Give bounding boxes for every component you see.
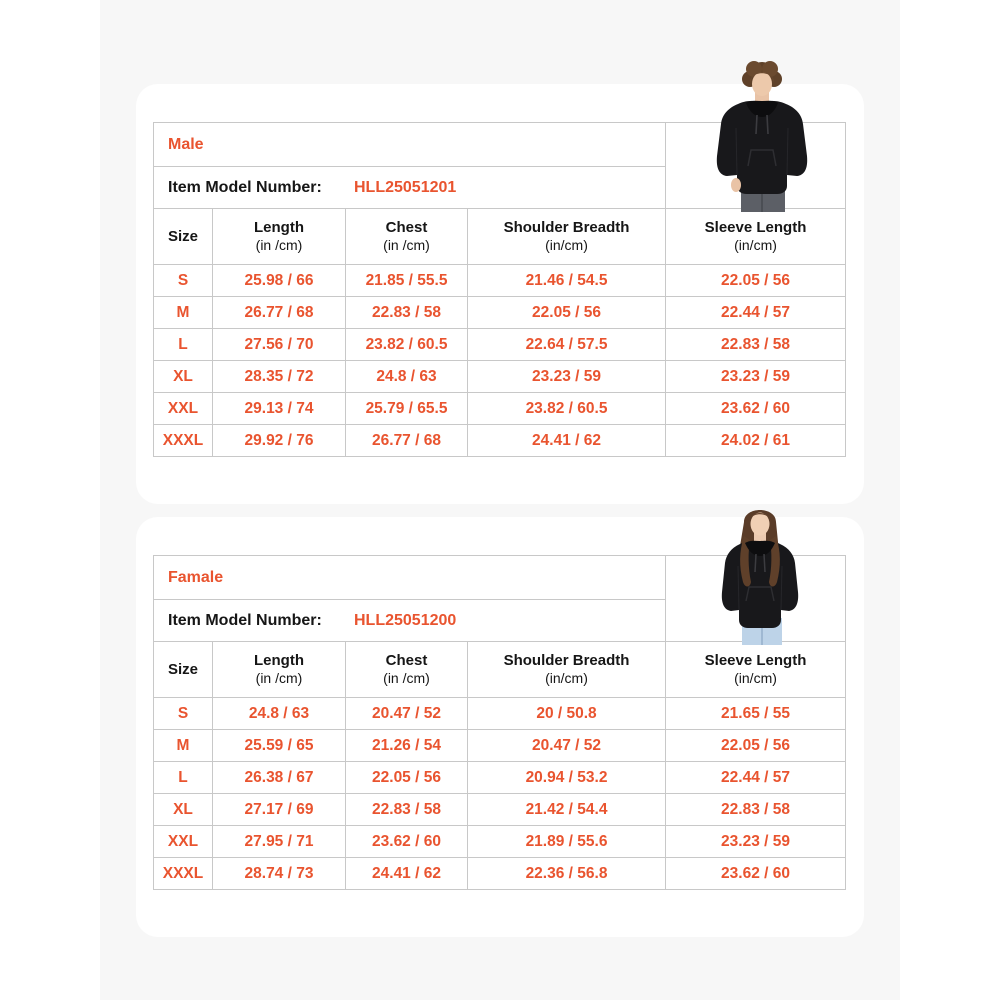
female-table-body [154, 698, 846, 890]
column-header-sleeve-length [666, 209, 846, 265]
measurement-value-cell: 23.62 / 60 [666, 858, 846, 890]
size-row-xxl [154, 826, 846, 858]
column-unit: (in /cm) [383, 237, 430, 253]
size-label-cell: XXL [154, 826, 213, 858]
measurement-value-cell: 24.8 / 63 [346, 361, 468, 393]
size-label-cell: L [154, 329, 213, 361]
measurement-value-cell: 23.62 / 60 [666, 393, 846, 425]
female-size-table [153, 555, 846, 890]
measurement-value-cell: 24.02 / 61 [666, 425, 846, 457]
measurement-value-cell: 22.05 / 56 [346, 762, 468, 794]
measurement-value-cell: 28.74 / 73 [213, 858, 346, 890]
column-header-shoulder-breadth [468, 209, 666, 265]
size-label-cell: M [154, 297, 213, 329]
column-title: Size [167, 660, 198, 678]
female-table-head [154, 556, 846, 698]
measurement-value-cell: 21.89 / 55.6 [468, 826, 666, 858]
column-unit: (in /cm) [383, 670, 430, 686]
model-image-cell [666, 123, 846, 209]
measurement-value-cell: 22.36 / 56.8 [468, 858, 666, 890]
size-label-cell: L [154, 762, 213, 794]
measurement-value-cell: 22.83 / 58 [666, 794, 846, 826]
column-header-size [154, 209, 213, 265]
measurement-value-cell: 21.46 / 54.5 [468, 265, 666, 297]
item-model-number-value: HLL25051201 [354, 178, 457, 196]
measurement-value-cell: 23.23 / 59 [468, 361, 666, 393]
column-header-size [154, 642, 213, 698]
male-table-body [154, 265, 846, 457]
column-header-sleeve-length [666, 642, 846, 698]
column-unit: (in/cm) [734, 237, 777, 253]
male-size-chart-card [136, 84, 864, 504]
measurement-value-cell: 24.8 / 63 [213, 698, 346, 730]
table-title: Famale [154, 556, 666, 600]
measurement-value-cell: 23.23 / 59 [666, 361, 846, 393]
column-header-chest [346, 642, 468, 698]
measurement-value-cell: 25.59 / 65 [213, 730, 346, 762]
measurement-value-cell: 28.35 / 72 [213, 361, 346, 393]
male-size-table [153, 122, 846, 457]
column-unit: (in/cm) [545, 670, 588, 686]
column-unit: (in /cm) [255, 670, 303, 686]
measurement-value-cell: 22.83 / 58 [346, 794, 468, 826]
item-model-number-label: Item Model Number: [168, 611, 322, 629]
column-unit: (in/cm) [545, 237, 588, 253]
measurement-value-cell: 23.82 / 60.5 [468, 393, 666, 425]
female-size-chart-card [136, 517, 864, 937]
measurement-value-cell: 22.05 / 56 [468, 297, 666, 329]
column-title: Length [254, 219, 304, 236]
table-title: Male [154, 123, 666, 167]
size-label-cell: S [154, 265, 213, 297]
measurement-value-cell: 26.38 / 67 [213, 762, 346, 794]
column-header-chest [346, 209, 468, 265]
size-label-cell: XL [154, 794, 213, 826]
measurement-value-cell: 22.44 / 57 [666, 297, 846, 329]
measurement-value-cell: 27.56 / 70 [213, 329, 346, 361]
size-label-cell: S [154, 698, 213, 730]
size-row-m [154, 730, 846, 762]
measurement-value-cell: 22.83 / 58 [346, 297, 468, 329]
measurement-value-cell: 20 / 50.8 [468, 698, 666, 730]
measurement-value-cell: 23.23 / 59 [666, 826, 846, 858]
measurement-value-cell: 25.98 / 66 [213, 265, 346, 297]
measurement-value-cell: 21.42 / 54.4 [468, 794, 666, 826]
item-model-number-value: HLL25051200 [354, 611, 457, 629]
size-row-m [154, 297, 846, 329]
column-title: Chest [385, 652, 428, 669]
column-title: Size [167, 227, 198, 245]
size-row-xxxl [154, 858, 846, 890]
measurement-value-cell: 20.47 / 52 [468, 730, 666, 762]
measurement-value-cell: 22.83 / 58 [666, 329, 846, 361]
column-title: Shoulder Breadth [503, 652, 630, 669]
measurement-value-cell: 26.77 / 68 [346, 425, 468, 457]
column-title: Length [254, 652, 304, 669]
measurement-value-cell: 23.82 / 60.5 [346, 329, 468, 361]
measurement-value-cell: 22.44 / 57 [666, 762, 846, 794]
column-header-shoulder-breadth [468, 642, 666, 698]
measurement-value-cell: 21.65 / 55 [666, 698, 846, 730]
column-header-length [213, 642, 346, 698]
measurement-value-cell: 21.85 / 55.5 [346, 265, 468, 297]
item-model-number-cell [154, 167, 666, 209]
measurement-value-cell: 27.95 / 71 [213, 826, 346, 858]
measurement-value-cell: 22.05 / 56 [666, 265, 846, 297]
size-label-cell: XL [154, 361, 213, 393]
measurement-value-cell: 20.47 / 52 [346, 698, 468, 730]
male-table-head [154, 123, 846, 265]
size-label-cell: XXXL [154, 425, 213, 457]
column-title: Shoulder Breadth [503, 219, 630, 236]
measurement-value-cell: 23.62 / 60 [346, 826, 468, 858]
measurement-value-cell: 29.92 / 76 [213, 425, 346, 457]
measurement-value-cell: 26.77 / 68 [213, 297, 346, 329]
column-title: Sleeve Length [704, 219, 807, 236]
measurement-value-cell: 20.94 / 53.2 [468, 762, 666, 794]
size-row-xxxl [154, 425, 846, 457]
size-row-l [154, 329, 846, 361]
size-row-s [154, 698, 846, 730]
measurement-value-cell: 21.26 / 54 [346, 730, 468, 762]
size-label-cell: M [154, 730, 213, 762]
column-title: Chest [385, 219, 428, 236]
model-image-cell [666, 556, 846, 642]
measurement-value-cell: 22.05 / 56 [666, 730, 846, 762]
column-title: Sleeve Length [704, 652, 807, 669]
size-row-xxl [154, 393, 846, 425]
measurement-value-cell: 27.17 / 69 [213, 794, 346, 826]
item-model-number-label: Item Model Number: [168, 178, 322, 196]
measurement-value-cell: 24.41 / 62 [346, 858, 468, 890]
column-unit: (in /cm) [255, 237, 303, 253]
measurement-value-cell: 25.79 / 65.5 [346, 393, 468, 425]
size-label-cell: XXL [154, 393, 213, 425]
column-header-length [213, 209, 346, 265]
measurement-value-cell: 24.41 / 62 [468, 425, 666, 457]
measurement-value-cell: 29.13 / 74 [213, 393, 346, 425]
size-row-xl [154, 794, 846, 826]
item-model-number-cell [154, 600, 666, 642]
size-row-xl [154, 361, 846, 393]
measurement-value-cell: 22.64 / 57.5 [468, 329, 666, 361]
size-row-l [154, 762, 846, 794]
size-row-s [154, 265, 846, 297]
size-label-cell: XXXL [154, 858, 213, 890]
column-unit: (in/cm) [734, 670, 777, 686]
